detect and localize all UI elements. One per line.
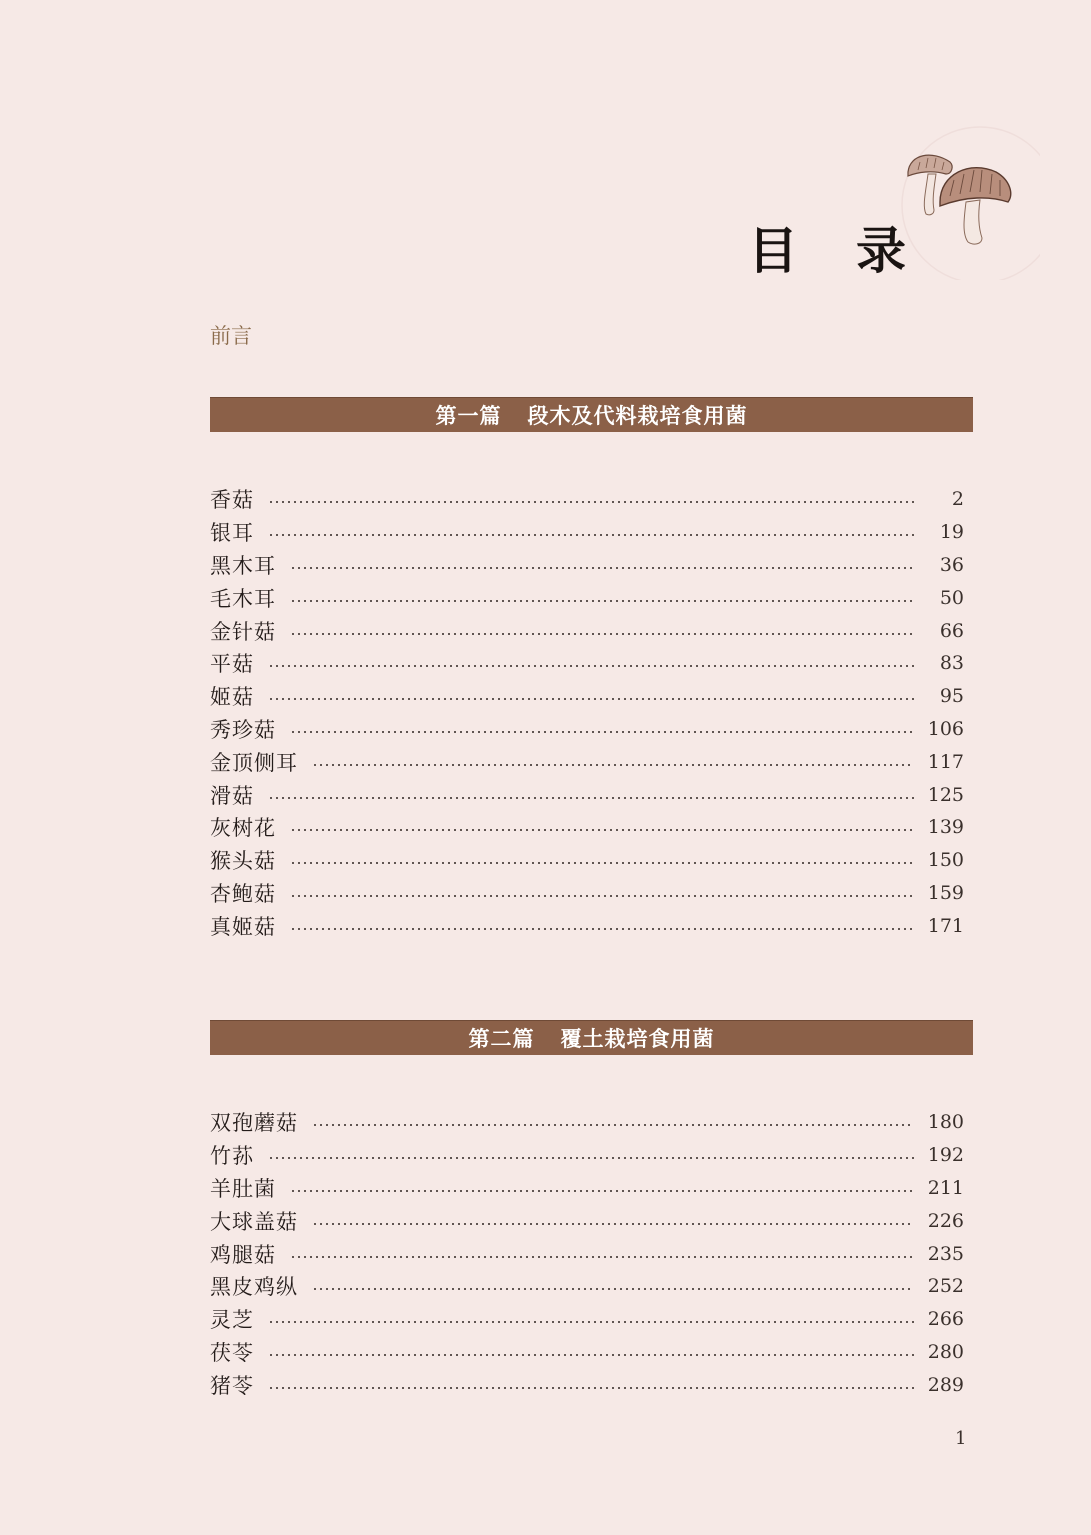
toc-entry-page: 171 [927, 914, 964, 937]
page-title: 目录 [748, 222, 964, 280]
dot-leader [268, 534, 914, 536]
toc-entry-name: 猴头菇 [210, 849, 276, 874]
dot-leader [290, 829, 914, 831]
toc-entry-page: 95 [939, 685, 964, 708]
dot-leader [290, 1190, 914, 1192]
part-number: 第一篇 [435, 403, 502, 428]
toc-entry-name: 鸡腿菇 [210, 1242, 276, 1267]
toc-entry-name: 姬菇 [210, 685, 254, 710]
dot-leader [312, 1288, 914, 1290]
toc-entry-name: 灵芝 [210, 1308, 254, 1333]
dot-leader [312, 764, 914, 766]
toc-entry[interactable] [210, 778, 964, 811]
toc-entry-page: 159 [927, 881, 964, 904]
toc-entry-name: 银耳 [210, 521, 254, 546]
toc-entry-name: 黑皮鸡纵 [210, 1275, 298, 1300]
toc-entry[interactable] [210, 745, 964, 778]
toc-entry-name: 灰树花 [210, 816, 276, 841]
toc-entry-name: 双孢蘑菇 [210, 1111, 298, 1136]
toc-entry-name: 秀珍菇 [210, 717, 276, 742]
part-name: 覆土栽培食用菌 [560, 1026, 715, 1051]
toc-entry-name: 大球盖菇 [210, 1209, 298, 1234]
page-number: 1 [955, 1428, 967, 1449]
toc-entry-page: 117 [927, 750, 964, 773]
toc-entry[interactable] [210, 614, 964, 647]
toc-list-part-2 [210, 1106, 964, 1401]
toc-entry-name: 猪苓 [210, 1373, 254, 1398]
toc-entry-page: 226 [927, 1209, 964, 1232]
dot-leader [268, 1321, 914, 1323]
toc-entry-name: 竹荪 [210, 1144, 254, 1169]
toc-entry-name: 毛木耳 [210, 586, 276, 611]
toc-entry-page: 106 [927, 717, 964, 740]
dot-leader [312, 1223, 914, 1225]
dot-leader [312, 1124, 914, 1126]
preface-link[interactable]: 前言 [210, 324, 252, 348]
toc-entry-name: 真姬菇 [210, 914, 276, 939]
dot-leader [268, 665, 914, 667]
toc-entry[interactable] [210, 844, 964, 877]
toc-entry-page: 235 [927, 1242, 964, 1265]
toc-entry[interactable] [210, 1303, 964, 1336]
dot-leader [290, 567, 914, 569]
toc-entry[interactable] [210, 680, 964, 713]
toc-entry-page: 125 [927, 783, 964, 806]
toc-entry-page: 66 [939, 619, 964, 642]
dot-leader [268, 698, 914, 700]
toc-entry[interactable] [210, 549, 964, 582]
toc-entry[interactable] [210, 647, 964, 680]
toc-entry-page: 19 [939, 521, 964, 544]
dot-leader [290, 731, 914, 733]
toc-entry[interactable] [210, 877, 964, 910]
toc-entry-name: 杏鲍菇 [210, 881, 276, 906]
dot-leader [290, 1256, 914, 1258]
toc-entry[interactable] [210, 483, 964, 516]
part-banner-2 [210, 1020, 973, 1055]
toc-entry-page: 50 [939, 586, 964, 609]
dot-leader [268, 1157, 914, 1159]
toc-entry-name: 平菇 [210, 652, 254, 677]
toc-entry-page: 192 [927, 1144, 964, 1167]
toc-entry-name: 金顶侧耳 [210, 750, 298, 775]
toc-entry-page: 280 [927, 1340, 964, 1363]
toc-entry-page: 36 [939, 553, 964, 576]
toc-entry[interactable] [210, 713, 964, 746]
dot-leader [290, 895, 914, 897]
toc-entry-name: 金针菇 [210, 619, 276, 644]
dot-leader [268, 797, 914, 799]
toc-entry[interactable] [210, 1172, 964, 1205]
toc-list-part-1 [210, 483, 964, 942]
toc-entry-name: 羊肚菌 [210, 1176, 276, 1201]
toc-entry[interactable] [210, 1336, 964, 1369]
dot-leader [290, 600, 914, 602]
dot-leader [268, 501, 914, 503]
dot-leader [290, 862, 914, 864]
toc-entry-name: 黑木耳 [210, 553, 276, 578]
toc-entry-page: 83 [939, 652, 964, 675]
dot-leader [268, 1354, 914, 1356]
toc-entry-page: 150 [927, 849, 964, 872]
toc-entry-name: 滑菇 [210, 783, 254, 808]
toc-entry[interactable] [210, 1139, 964, 1172]
toc-entry-page: 289 [927, 1373, 964, 1396]
toc-entry[interactable] [210, 1270, 964, 1303]
toc-entry[interactable] [210, 1106, 964, 1139]
toc-entry[interactable] [210, 1237, 964, 1270]
toc-entry[interactable] [210, 1368, 964, 1401]
dot-leader [290, 633, 914, 635]
toc-entry-page: 211 [927, 1176, 964, 1199]
toc-entry-name: 茯苓 [210, 1340, 254, 1365]
toc-entry[interactable] [210, 909, 964, 942]
dot-leader [268, 1387, 914, 1389]
part-banner-1 [210, 397, 973, 432]
part-number: 第二篇 [468, 1026, 535, 1051]
toc-entry-page: 180 [927, 1111, 964, 1134]
toc-entry[interactable] [210, 1204, 964, 1237]
toc-entry-page: 252 [927, 1275, 964, 1298]
dot-leader [290, 928, 914, 930]
toc-entry[interactable] [210, 516, 964, 549]
toc-entry[interactable] [210, 581, 964, 614]
toc-entry-page: 139 [927, 816, 964, 839]
toc-entry-page: 266 [927, 1308, 964, 1331]
part-name: 段木及代料栽培食用菌 [527, 403, 748, 428]
toc-entry-name: 香菇 [210, 488, 254, 513]
toc-entry-page: 2 [951, 488, 964, 511]
toc-entry[interactable] [210, 811, 964, 844]
